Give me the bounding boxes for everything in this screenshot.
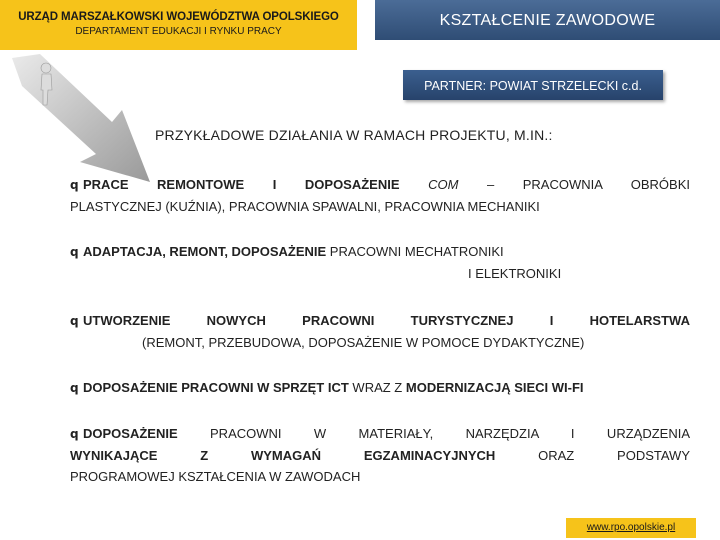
section-title: PRZYKŁADOWE DZIAŁANIA W RAMACH PROJEKTU, M.IN.: xyxy=(155,127,553,143)
bullet-icon: q xyxy=(70,245,79,259)
item-line: q DOPOSAŻENIE PRACOWNI W SPRZĘT ICT WRAZ Z MODERNIZACJĄ SIECI WI-FI xyxy=(70,377,690,399)
bullet-icon: q xyxy=(70,427,79,441)
website-link[interactable] xyxy=(566,518,696,538)
slide-title: KSZTAŁCENIE ZAWODOWE xyxy=(375,0,720,40)
bullet-icon: q xyxy=(70,381,79,395)
list-item xyxy=(70,423,690,487)
item-line: q DOPOSAŻENIE PRACOWNI W MATERIAŁY, NARZĘDZIA I URZĄDZENIA xyxy=(70,423,690,445)
list-item xyxy=(70,310,690,353)
bullet-icon: q xyxy=(70,314,79,328)
item-line: I ELEKTRONIKI xyxy=(468,266,562,281)
arrow-figure-illustration xyxy=(0,50,170,190)
item-line: WYNIKAJĄCE Z WYMAGAŃ EGZAMINACYJNYCH ORAZ PODSTAWY xyxy=(70,448,691,463)
department-name: DEPARTAMENT EDUKACJI I RYNKU PRACY xyxy=(75,26,282,37)
item-line: (REMONT, PRZEBUDOWA, DOPOSAŻENIE W POMOCE DYDAKTYCZNE) xyxy=(142,335,585,350)
item-line: q UTWORZENIE NOWYCH PRACOWNI TURYSTYCZNEJ I HOTELARSTWA xyxy=(70,310,690,332)
bullet-icon: q xyxy=(70,178,79,192)
partner-banner: PARTNER: POWIAT STRZELECKI c.d. xyxy=(403,70,663,100)
item-line: q ADAPTACJA, REMONT, DOPOSAŻENIE PRACOWNI MECHATRONIKI xyxy=(70,241,690,263)
item-line: PLASTYCZNEJ (KUŹNIA), PRACOWNIA SPAWALNI, PRACOWNIA MECHANIKI xyxy=(70,199,540,214)
list-item xyxy=(70,174,690,217)
list-item xyxy=(70,377,690,399)
list-item xyxy=(70,241,690,284)
website-url[interactable]: www.rpo.opolskie.pl xyxy=(586,522,676,533)
institution-name: URZĄD MARSZAŁKOWSKI WOJEWÓDZTWA OPOLSKIEGO xyxy=(18,11,339,23)
item-line: q PRACE REMONTOWE I DOPOSAŻENIE COM – PRACOWNIA OBRÓBKI xyxy=(70,174,690,196)
institution-header xyxy=(0,0,357,50)
item-line: PROGRAMOWEJ KSZTAŁCENIA W ZAWODACH xyxy=(70,469,361,484)
